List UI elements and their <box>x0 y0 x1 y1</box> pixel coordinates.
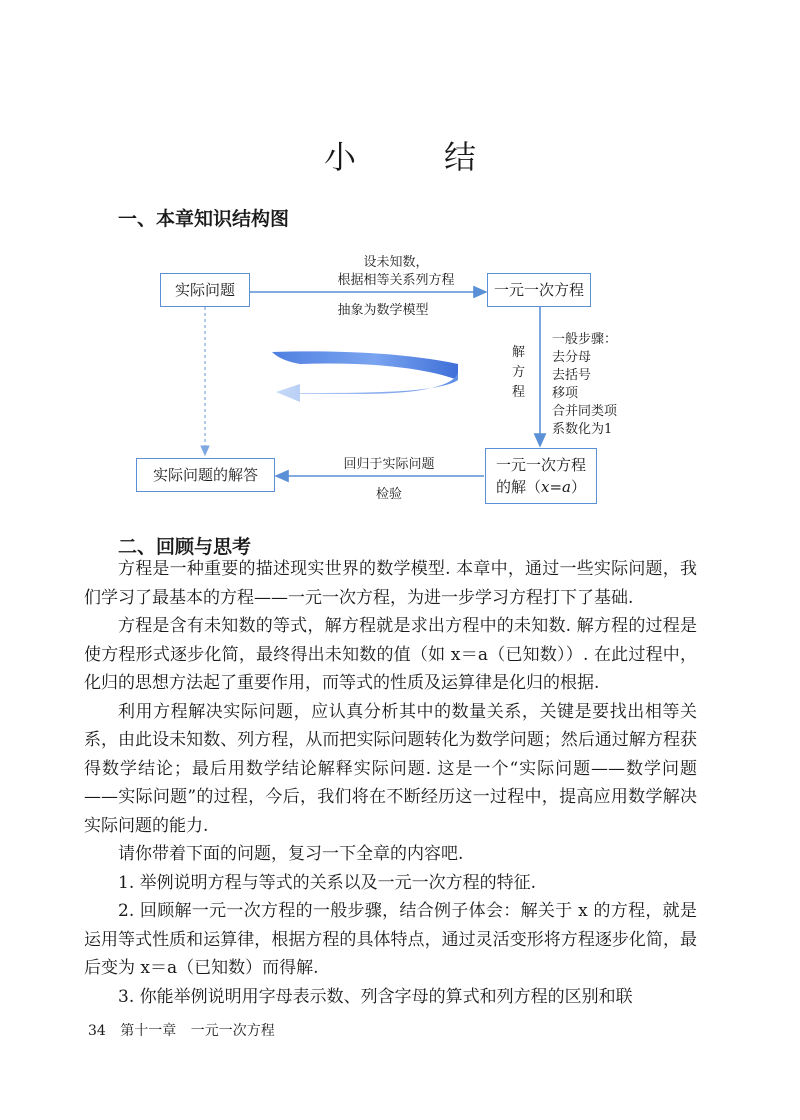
paragraph: 2. 回顾解一元一次方程的一般步骤，结合例子体会：解关于 x 的方程，就是运用等式性质和运算律，根据方程的具体特点，通过灵活变形将方程逐步化简，最后变为 x＝a（已知数）而得解. <box>84 901 697 978</box>
box-real-problem-label: 实际问题 <box>174 281 235 299</box>
label-abstract-model: 抽象为数学模型 <box>337 303 429 318</box>
step-item: 系数化为1 <box>552 422 613 437</box>
section-heading-structure: 一、本章知识结构图 <box>118 208 290 230</box>
section-heading-review: 二、回顾与思考 <box>118 536 252 558</box>
label-set-unknown-line2: 根据相等关系列方程 <box>337 273 455 288</box>
box-equation-solution <box>485 448 597 504</box>
label-set-unknown-line1: 设未知数， <box>363 255 429 270</box>
steps-list <box>552 331 617 439</box>
paragraph: 利用方程解决实际问题，应认真分析其中的数量关系，关键是要找出相等关系，由此设未知数、列方程，从而把实际问题转化为数学问题；然后通过解方程获得数学结论；最后用数学结论解释实际问题. 这是一个“实际问题——数学问题——实际问题”的过程，今后，我们将在不断经历这一过程中，提高应用数学解决实际问题的能力. <box>84 701 697 836</box>
box-linear-equation-label: 一元一次方程 <box>493 281 584 299</box>
box-linear-equation <box>487 273 591 307</box>
label-set-unknown <box>316 254 476 290</box>
paragraph: 方程是一种重要的描述现实世界的数学模型. 本章中，通过一些实际问题，我们学习了最基本的方程——一元一次方程，为进一步学习方程打下了基础. <box>84 559 697 608</box>
step-item: 合并同类项 <box>552 404 618 419</box>
label-solve-equation: 解方程 <box>512 345 526 400</box>
paragraph: 3. 你能举例说明用字母表示数、列含字母的算式和列方程的区别和联 <box>118 986 633 1007</box>
step-item: 去分母 <box>552 350 592 365</box>
paragraph: 方程是含有未知数的等式，解方程就是求出方程中的未知数. 解方程的过程是使方程形式逐步化简，最终得出未知数的值（如 x＝a（已知数））. 在此过程中，化归的思想方法起了重要作用，而等式的性质及运算律是化归的根据. <box>84 616 697 693</box>
page-number: 34 <box>88 1023 106 1039</box>
page-footer <box>88 1020 285 1040</box>
chapter-number: 第十一章 <box>120 1023 177 1039</box>
box-real-problem <box>160 273 250 307</box>
chapter-title: 一元一次方程 <box>190 1023 275 1039</box>
step-item: 去括号 <box>552 368 592 383</box>
box-answer-label: 实际问题的解答 <box>152 466 258 484</box>
body-text <box>84 555 697 1011</box>
paragraph: 请你带着下面的问题，复习一下全章的内容吧. <box>118 844 464 864</box>
box-solution-line2: 的解（x=a） <box>495 478 587 496</box>
box-answer <box>136 458 275 492</box>
paragraph: 1. 举例说明方程与等式的关系以及一元一次方程的特征. <box>118 872 537 893</box>
label-return-real: 回归于实际问题 <box>343 457 435 472</box>
swirl-arrow-icon <box>272 351 458 402</box>
step-item: 移项 <box>552 386 579 401</box>
box-solution-line1: 一元一次方程 <box>495 456 586 474</box>
page-title: 小 结 <box>323 138 504 176</box>
label-check: 检验 <box>375 487 402 502</box>
step-title: 一般步骤： <box>552 332 618 347</box>
